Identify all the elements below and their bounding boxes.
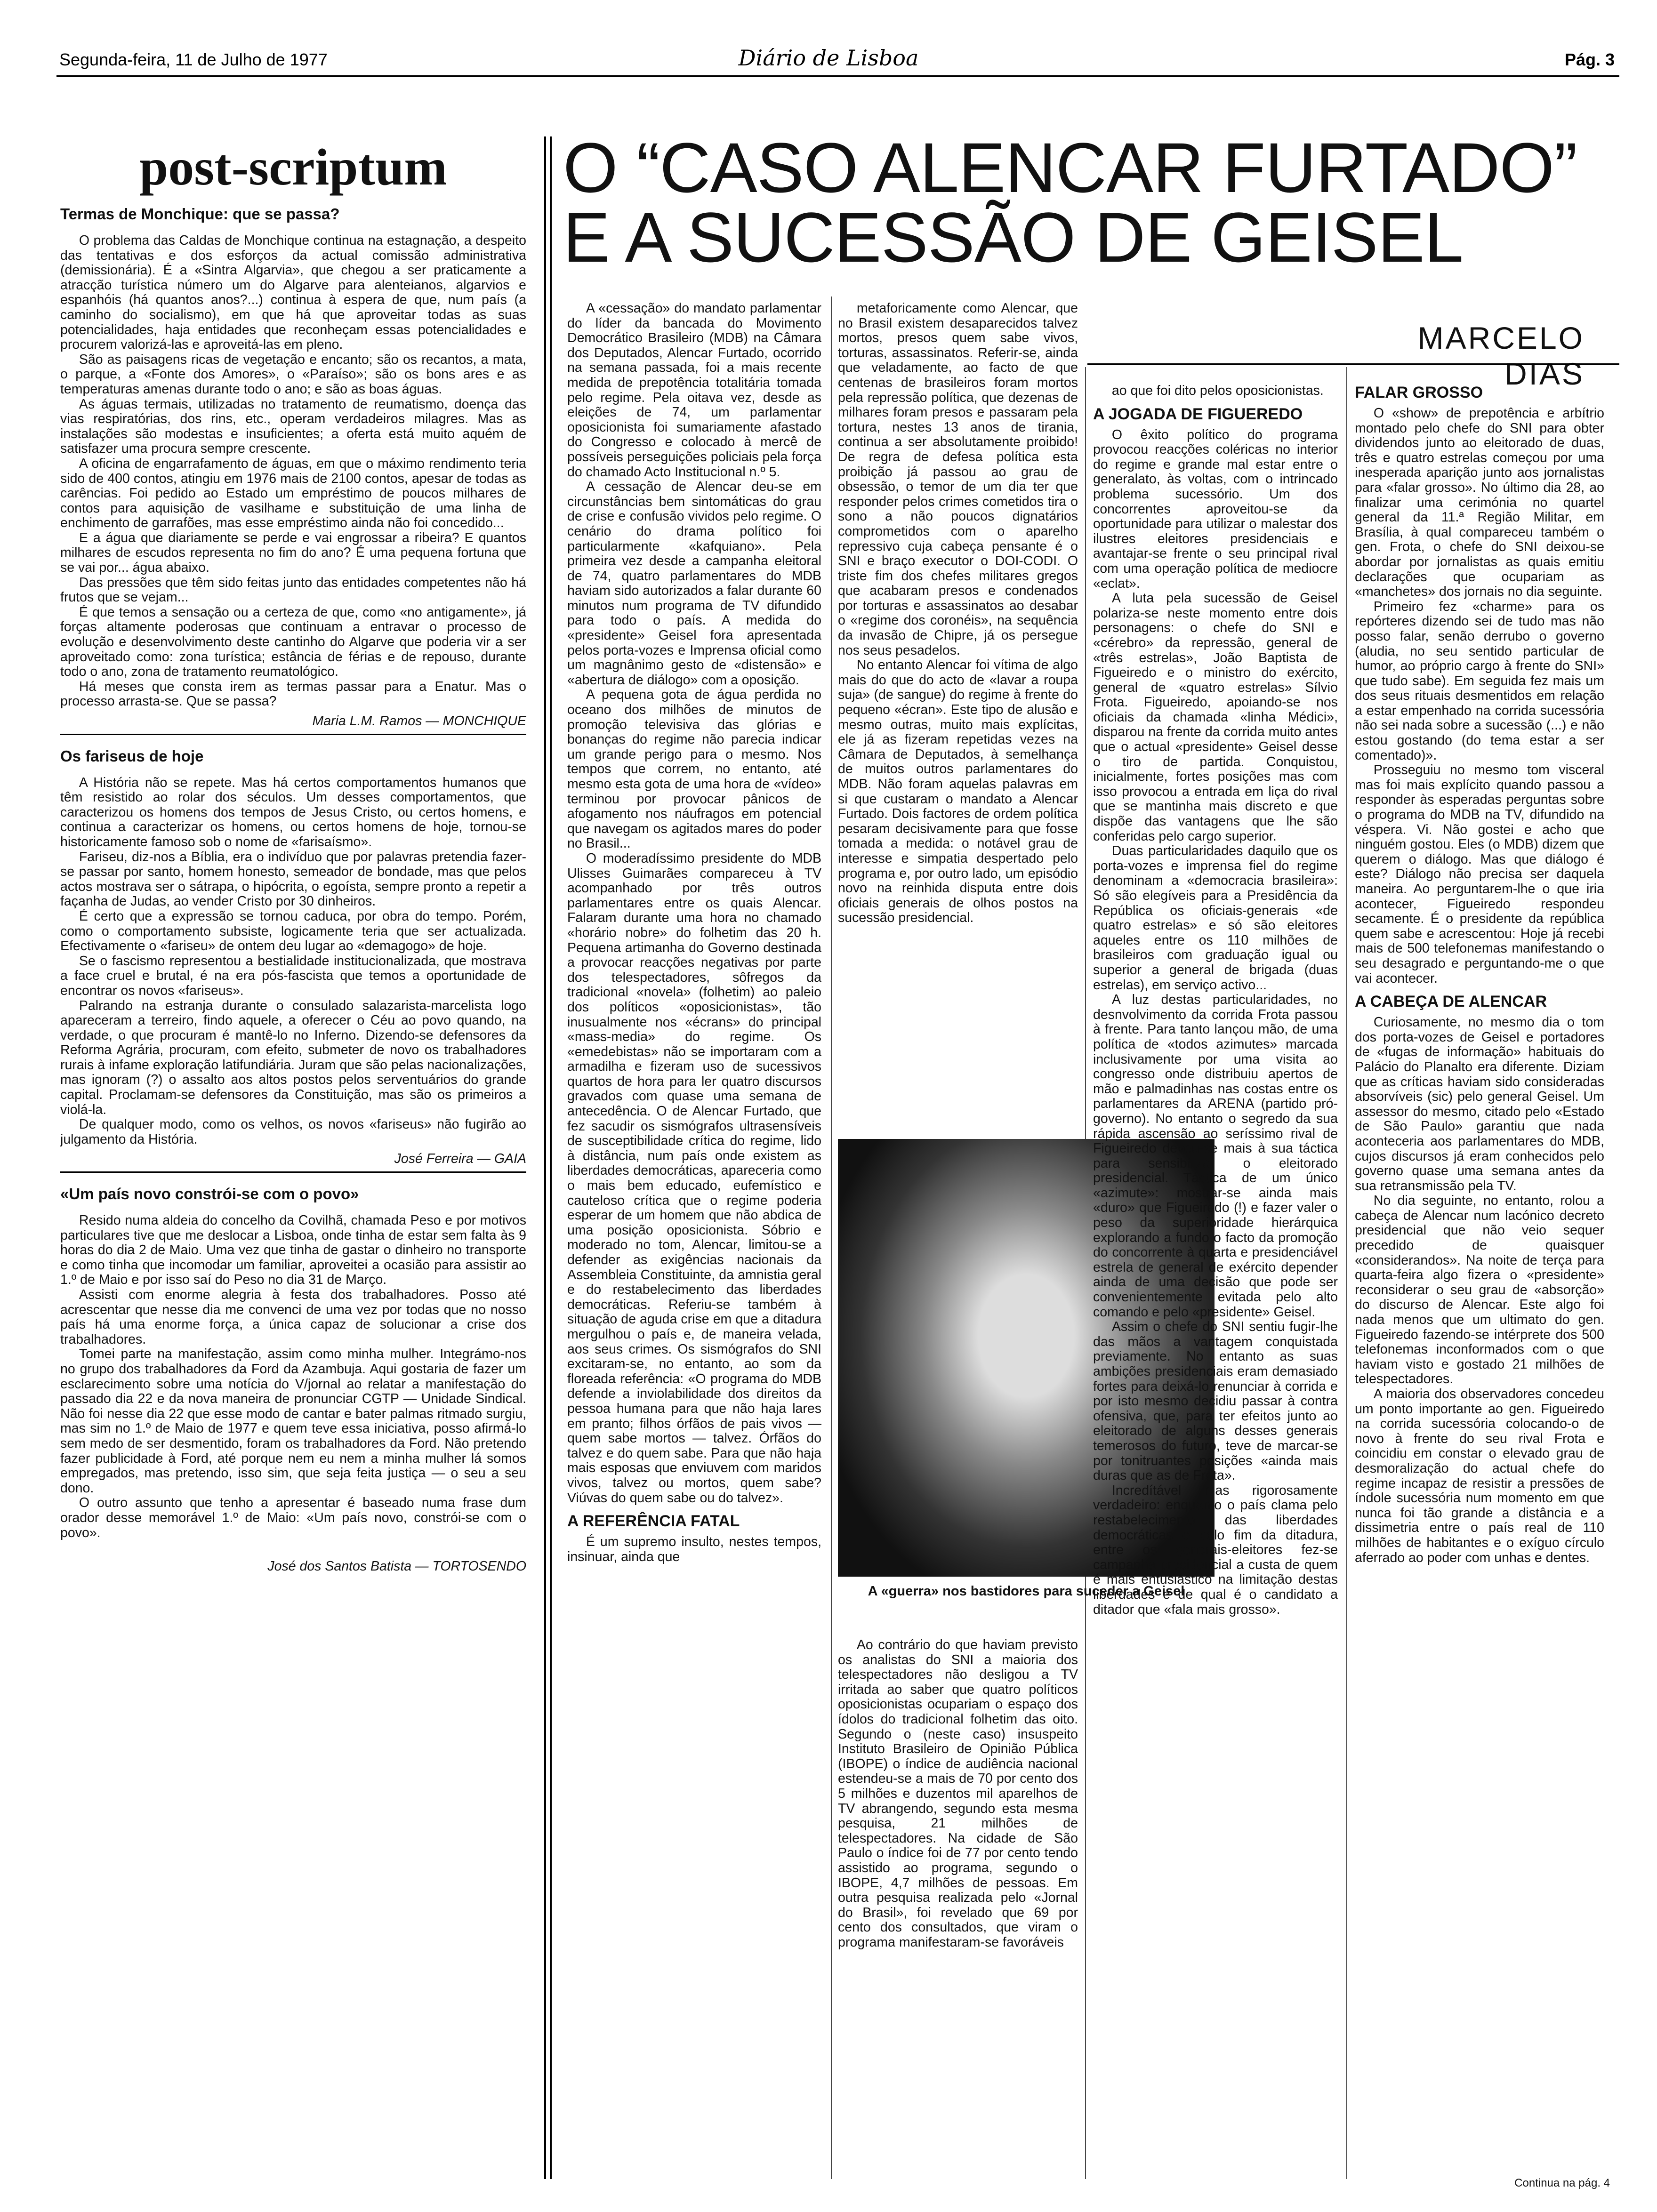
column-divider bbox=[544, 136, 546, 2179]
paragraph: A pequena gota de água perdida no oceano dos milhões de minutos de promoção televisiva das glórias e bonanças do regime não parecia indicar um grande perigo para o mesmo. Nos tempos que correm, no entanto, até mesmo esta gota de uma hora de «vídeo» terminou por provocar pânicos de afogamento nos náufragos em potencial que navegam os agitados mares do poder no Brasil... bbox=[567, 687, 821, 851]
paragraph: Curiosamente, no mesmo dia o tom dos porta-vozes de Geisel e portadores de «fugas de informação» habituais do Palácio do Planalto era diferente. Diziam que as críticas haviam sido consideradas absorvíveis (sic) pelo general Geisel. Um assessor do mesmo, citado pelo «Estado de São Paulo» garantiu que nada aconteceria aos parlamentares do MDB, cujos discursos já eram conhecidos pelo governo quase uma semana antes da sua retransmissão pela TV. bbox=[1355, 1015, 1604, 1194]
letter-signature: José dos Santos Batista — TORTOSENDO bbox=[267, 1559, 526, 1574]
headline-line: E A SUCESSÃO DE GEISEL bbox=[563, 198, 1464, 277]
paragraph: A História não se repete. Mas há certos comportamentos humanos que têm resistido ao rolar dos séculos. Um desses comportamentos, que caracterizou os homens dos tempos de Jesus Cristo, ou certos homens, e continua a caracterizar os homens, ou certos homens de hoje, tornou-se historicamente famoso sob o nome de «farisaísmo». bbox=[60, 775, 526, 850]
article-subhead: A REFERÊNCIA FATAL bbox=[567, 1512, 740, 1531]
article-headline bbox=[563, 128, 1617, 277]
column-divider bbox=[1346, 367, 1347, 2179]
continued-note: Continua na pág. 4 bbox=[1514, 2177, 1610, 2189]
paragraph: Fariseu, diz-nos a Bíblia, era o indivíduo que por palavras pretendia fazer-se passar por santo, homem honesto, semeador de bondade, mas que pelos actos mostrava ser o sátrapa, o hipócrita, o egoísta, sempre pronto a repetir a façanha de Judas, ao vender Cristo por 30 dinheiros. bbox=[60, 849, 526, 909]
paragraph: No dia seguinte, no entanto, rolou a cabeça de Alencar num lacónico decreto presidencial que não veio sequer precedido de quaisquer «considerandos». Na noite de terça para quarta-feira algo fizera o «presidente» reconsiderar o seu grau de «absorção» do discurso de Alencar. Este algo foi nada menos que um ultimato do gen. Figueiredo fazendo-se intérprete dos 500 telefonemas inconformados com o que haviam visto e gostado 21 milhões de telespectadores. bbox=[1355, 1193, 1604, 1387]
paragraph: Incredítável mas rigorosamente verdadeiro: enquanto o país clama pelo restabelecimento das liberdades democráticas e pelo fim da ditadura, entre os generais-eleitores fez-se campanha presidencial a custa de quem é mais entusiástico na limitação destas liberdades e de qual é o candidato a ditador que «fala mais grosso». bbox=[1093, 1483, 1338, 1617]
byline-rule bbox=[1087, 363, 1619, 365]
paragraph: É certo que a expressão se tornou caduca, por obra do tempo. Porém, como o comportamento subsiste, logicamente teria que ser actualizada. Efectivamente o «fariseu» de ontem deu lugar ao «demagogo» de hoje. bbox=[60, 908, 526, 954]
paragraph: O outro assunto que tenho a apresentar é baseado numa frase dum orador desse memorável 1.º de Maio: «Um país novo, constrói-se com o povo». bbox=[60, 1495, 526, 1540]
photo-caption: A «guerra» nos bastidores para suceder a Geisel bbox=[868, 1584, 1185, 1599]
article-subhead: A CABEÇA DE ALENCAR bbox=[1355, 993, 1547, 1011]
paragraph: A oficina de engarrafamento de águas, em que o máximo rendimento teria sido de 400 contos, atingiu em 1976 mais de 2100 contos, apesar de todas as carências. Foi pedido ao Estado um empréstimo de poucos milhares de contos para aquisição de vasilhame e substituição de uma linha de enchimento de garrafões, mas esse empréstimo ainda não foi concedido... bbox=[60, 456, 526, 531]
article-column bbox=[567, 301, 821, 2174]
paragraph: Há meses que consta irem as termas passar para a Enatur. Mas o processo arrasta-se. Que se passa? bbox=[60, 679, 526, 709]
paragraph: Das pressões que têm sido feitas junto das entidades competentes não há frutos que se vejam... bbox=[60, 575, 526, 605]
paragraph: ao que foi dito pelos oposicionistas. bbox=[1111, 384, 1324, 398]
newspaper-masthead: Diário de Lisboa bbox=[738, 45, 919, 71]
article-column bbox=[1093, 384, 1338, 2179]
article-column bbox=[838, 301, 1078, 1108]
paragraph: A luz destas particularidades, no desnvolvimento da corrida Frota passou à frente. Para tanto lançou mão, de uma política de «todos azimutes» marcada inclusivamente por uma visita ao congresso onde distribuiu apertos de mão e palmadinhas nas costas entre os parlamentares da ARENA (partido pró-governo). No entanto o segredo da sua rápida ascensão ao seríssimo rival de Figueiredo deveu-se mais à sua táctica para sensibilizar o eleitorado presidencial. Táctica de um único «azimute»: mostrar-se ainda mais «duro» que Figueiredo (!) e fazer valer o peso da superioridade hierárquica explorando a fundo o facto da promoção do concorrente à quarta e presidenciável estrela de general de exército depender ainda de uma decisão que pode ser convenientemente evitada pelo alto comando e pelo «presidente» Geisel. bbox=[1093, 992, 1338, 1320]
paragraph: O êxito político do programa provocou reacções coléricas no interior do regime e grande mal estar entre o generalato, às voltas, com o intrincado problema sucessório. Um dos concorrentes aproveitou-se da oportunidade para utilizar o malestar dos ilustres eleitores presidenciais e avantajar-se frente o seu principal rival com uma operação política de mediocre «eclat». bbox=[1093, 427, 1338, 591]
page-number: Pág. 3 bbox=[1564, 50, 1615, 69]
paragraph: A luta pela sucessão de Geisel polariza-se neste momento entre dois personagens: o chefe do SNI e «cérebro» da repressão, general de «três estrelas», João Baptista de Figueiredo e o ministro do exército, general de «quatro estrelas» Sílvio Frota. Figueiredo, apoiando-se nos oficiais da chamada «linha Médici», disparou na frente da corrida muito antes que o actual «presidente» Geisel desse o tiro de partida. Conquistou, inicialmente, fortes posições mas com isso provocou a entrada em liça do rival que se mantinha mais discreto e que dispõe das vantagens que lhe são conferidas pelo cargo superior. bbox=[1093, 591, 1338, 844]
paragraph: São as paisagens ricas de vegetação e encanto; são os recantos, a mata, o parque, a «Fonte dos Amores», o «Paraíso»; são os bons ares e as temperaturas amenas durante todo o ano; e são as boas águas. bbox=[60, 352, 526, 397]
header-rule bbox=[56, 75, 1619, 77]
paragraph: A «cessação» do mandato parlamentar do líder da bancada do Movimento Democrático Brasileiro (MDB) na Câmara dos Deputados, Alencar Furtado, ocorrido na semana passada, foi a mais recente medida de prepotência totalitária tomada pelo regime. Pela oitava vez, desde as eleições de 74, um parlamentar oposicionista foi sumariamente afastado do Congresso e colocado à mercê de possíveis perseguições policiais pela força do chamado Acto Institucional n.º 5. bbox=[567, 301, 821, 480]
letter-signature: Maria L.M. Ramos — MONCHIQUE bbox=[312, 713, 526, 729]
paragraph: O problema das Caldas de Monchique continua na estagnação, a despeito das tentativas e dos esforços da actual comissão administrativa (demissionária). É a «Sintra Algarvia», que chegou a ser praticamente a atracção turística número um do Algarve para alenteianos, algarvios e espanhóis (há quantos anos?...) continua à espera de que, num país (a caminho do socialismo), em que há que aproveitar todas as suas potencialidades, haja entidades que reconheçam essas potencialidades e procurem valorizá-las e aproveitá-las em pleno. bbox=[60, 233, 526, 353]
paragraph: É que temos a sensação ou a certeza de que, como «no antigamente», já forças altamente poderosas que continuam a entravar o processo de evolução e desenvolvimento deste cantinho do Algarve que poderia vir a ser aproveitado como: zona turística; estância de férias e de repouso, durante todo o ano, zona de tratamento reumatológico. bbox=[60, 604, 526, 680]
paragraph: A maioria dos observadores concedeu um ponto importante ao gen. Figueiredo na corrida sucessória colocando-o de novo à frente do seu rival Frota e coincidiu em constar o elevado grau de desmoralização do actual chefe do regime incapaz de resistir a pressões de índole sucessória num momento em que nunca foi tão grande a distância e a dissimetria entre o país real de 110 milhões de habitantes e o exíguo círculo aferrado ao poder com unhas e dentes. bbox=[1355, 1387, 1604, 1565]
section-heading: «Um país novo constrói-se com o povo» bbox=[60, 1185, 359, 1203]
paragraph: Assim o chefe do SNI sentiu fugir-lhe das mãos a vantagem conquistada previamente. No entanto as suas ambições presidenciais eram demasiado fortes para deixá-lo renunciar à corrida e por isto mesmo decidiu passar à contra ofensiva, que, para ter efeitos junto ao eleitorado de alguns desses generais temerosos do futuro, teve de marcar-se por tonitruantes posições «ainda mais duras que as de Frota». bbox=[1093, 1319, 1338, 1483]
section-rule bbox=[60, 734, 526, 735]
postscriptum-title: post-scriptum bbox=[139, 141, 447, 196]
paragraph: Tomei parte na manifestação, assim como minha mulher. Integrámo-nos no grupo dos trabalhadores da Ford da Azambuja. Aqui gostaria de fazer um esclarecimento sobre uma notícia do V/jornal ao relatar a manifestação do passado dia 22 e da nova maneira de pronunciar CGTP — Unidade Sindical. Não foi nesse dia 22 que esse modo de cantar e bater palmas ritmado surgiu, mas sim no 1.º de Maio de 1977 e quem teve essa iniciativa, posso afirmá-lo sem medo de ser desmentido, foram os trabalhadores da Ford. Não pretendo fazer publicidade à Ford, até porque nem eu nem a minha mulher lá somos empregados, mas pretendo, isso sim, que seja feita justiça — o seu a seu dono. bbox=[60, 1346, 526, 1496]
article-byline: MARCELO DIAS bbox=[1417, 321, 1585, 391]
paragraph: E a água que diariamente se perde e vai engrossar a ribeira? E quantos milhares de escudos representa no fim do ano? É uma pequena fortuna que se vai por... água abaixo. bbox=[60, 530, 526, 576]
paragraph: As águas termais, utilizadas no tratamento de reumatismo, doença das vias respiratórias, dos rins, etc., operam verdadeiros milagres. Mas as instalações são modestas e insuficientes; a oferta está muito aquém de satisfazer uma procura sempre crescente. bbox=[60, 396, 526, 457]
paragraph: Assisti com enorme alegria à festa dos trabalhadores. Posso até acrescentar que nesse dia me convenci de uma vez por todas que no nosso país há uma enorme força, a única capaz de solucionar a crise dos trabalhadores. bbox=[60, 1287, 526, 1347]
section-heading: Os fariseus de hoje bbox=[60, 747, 204, 765]
issue-date: Segunda-feira, 11 de Julho de 1977 bbox=[59, 50, 328, 69]
column-divider bbox=[550, 136, 552, 2179]
paragraph: metaforicamente como Alencar, que no Brasil existem desaparecidos talvez mortos, presos quem sabe vivos, torturas, assassinatos. Referir-se, ainda que veladamente, ao facto de que centenas de brasileiros foram mortos pela repressão política, que dezenas de milhares foram presos e passaram pela tortura, nestes 13 anos de tirania, continua a ser absolutamente proibido! De regra de defesa política esta proibição já passou ao grau de obsessão, o temor de um dia ter que responder pelos crimes cometidos tira o sono a não poucos dignatários comprometidos com o aparelho repressivo cuja cabeça pensante é o SNI e braço executor o DOI-CODI. O triste fim dos chefes militares gregos que acabaram presos e condenados por torturas e assassinatos ao desabar o «regime dos coronéis», na sequência da invasão de Chipre, já os persegue nos seus pesadelos. bbox=[838, 301, 1078, 658]
paragraph: O «show» de prepotência e arbítrio montado pelo chefe do SNI para obter dividendos junto ao eleitorado de duas, três e quatro estrelas começou por uma inesperada aparição junto aos jornalistas para «falar grosso». No último dia 28, ao finalizar uma cerimónia no quartel general da 11.ª Região Militar, em Brasília, à qual compareceu também o gen. Frota, o chefe do SNI deixou-se abordar por jornalistas as quais emitiu declarações que ocupariam as «manchetes» dos jornais no dia seguinte. bbox=[1355, 406, 1604, 600]
paragraph: No entanto Alencar foi vítima de algo mais do que do acto de «lavar a roupa suja» (de sangue) do regime à frente do pequeno «écran». Este tipo de alusão e mesmo outras, muito mais explícitas, ele já as fizeram repetidas vezes na Câmara de Deputados, à semelhança de muitos outros parlamentares do MDB. Não foram aquelas palavras em si que custaram o mandato a Alencar Furtado. Dois factores de ordem política pesaram decisivamente para que fosse tomada a medida: o notável grau de interesse e simpatia despertado pelo programa e, por outro lado, um episódio novo na reinhida disputa entre dois oficiais generais de olhos postos na sucessão presidencial. bbox=[838, 657, 1078, 926]
paragraph: Resido numa aldeia do concelho da Covilhã, chamada Peso e por motivos particulares tive que me deslocar a Lisboa, onde tinha de estar sem falta às 9 horas do dia 2 de Maio. Uma vez que tinha de gastar o dinheiro no transporte e como tinha que incomodar um familiar, aproveitei a ocasião para assistir ao 1.º de Maio e por isso saí do Peso no dia 31 de Março. bbox=[60, 1213, 526, 1288]
column-divider bbox=[831, 297, 832, 2179]
paragraph: Duas particularidades daquilo que os porta-vozes e imprensa fiel do regime denominam a «democracia brasileira»: Só são elegíveis para a Presidência da República os oficiais-generais «de quatro estrelas» e só são eleitores aqueles entre os 110 milhões de brasileiros com graduação igual ou superior a general de brigada (duas estrelas), em serviço activo... bbox=[1093, 843, 1338, 993]
paragraph: Ao contrário do que haviam previsto os analistas do SNI a maioria dos telespectadores não desligou a TV irritada ao saber que quatro políticos oposicionistas ocupariam o espaço dos ídolos do tradicional folhetim das oito. Segundo o (neste caso) insuspeito Instituto Brasileiro de Opinião Pública (IBOPE) o índice de audiência nacional estendeu-se a mais de 70 por cento dos 5 milhões e duzentos mil aparelhos de TV abrangendo, segundo esta mesma pesquisa, 21 milhões de telespectadores. Na cidade de São Paulo o índice foi de 77 por cento tendo assistido ao programa, segundo o IBOPE, 4,7 milhões de pessoas. Em outra pesquisa realizada pelo «Jornal do Brasil», foi revelado que 69 por cento dos consultados, que viram o programa manifestaram-se favoráveis bbox=[838, 1638, 1078, 1950]
article-column bbox=[1355, 384, 1604, 2167]
letter-signature: José Ferreira — GAIA bbox=[394, 1151, 526, 1167]
paragraph: O moderadíssimo presidente do MDB Ulisses Guimarães compareceu à TV acompanhado por três outros parlamentares entre os quais Alencar. Falaram durante uma hora no chamado «horário nobre» do folhetim das 20 h. Pequena artimanha do Governo destinada a provocar reacções negativas por parte dos telespectadores, sôfregos da tradicional «novela» (folhetim) ao paleio dos políticos «oposicionistas», tão inusualmente nos «écrans» do principal «mass-media» do regime. Os «emedebistas» não se importaram com a armadilha e fizeram uso de sucessivos quartos de hora para ler quatro discursos gravados com quase uma semana de antecedência. O de Alencar Furtado, que fez sacudir os sismógrafos ultrasensíveis de susceptibilidade crítica do regime, lido à distância, num país onde existem as liberdades democráticas, apareceria como o mais bem educado, eufemístico e cauteloso crítica que o regime poderia esperar de um homem que não abdica de uma posição oposicionista. Sóbrio e moderado no tom, Alencar, limitou-se a defender as exigências nacionais da Assembleia Constituinte, da amnistia geral e do restabelecimento das liberdades democráticas. Referiu-se também à situação de aguda crise em que a ditadura mergulhou o país e, de maneira velada, aos seus crimes. Os sismógrafos do SNI excitaram-se, no entanto, ao som da floreada referência: «O programa do MDB defende a inviolabilidade dos direitos da pessoa humana para que não haja lares em pranto; filhos órfãos de pais vivos — quem sabe mortos — talvez. Órfãos do talvez e do quem sabe. Para que não haja mais esposas que enviuvem com maridos vivos, talvez ou mortos, quem sabe? Viúvas do quem sabe ou do talvez». bbox=[567, 850, 821, 1506]
paragraph: A cessação de Alencar deu-se em circunstâncias bem sintomáticas do grau de crise e confusão vividos pelo regime. O cenário do drama político foi particularmente «kafquiano». Pela primeira vez desde a campanha eleitoral de 74, quatro parlamentares do MDB haviam sido autorizados a falar durante 60 minutos num programa de TV difundido para todo o país. A medida do «presidente» Geisel fora apresentada pelos porta-vozes e Imprensa oficial como um magnânimo gesto de «distensão» e «abertura de diálogo» com a oposição. bbox=[567, 479, 821, 688]
paragraph: Palrando na estranja durante o consulado salazarista-marcelista logo apareceram a terreiro, findo aquele, a oferecer o Céu ao povo quando, na verdade, o que procuram é mantê-lo no Inferno. Dizendo-se defensores da Reforma Agrária, procuram, com efeito, submeter de novo os trabalhadores rurais à infame exploração latifundiária. Juram que são pelas nacionalizações, mas ignoram (?) o assalto aos altos postos pelos serventuários do grande capital. Proclamam-se defensores da Constituição, mas são os primeiros a violá-la. bbox=[60, 998, 526, 1117]
paragraph: Prosseguiu no mesmo tom visceral mas foi mais explícito quando passou a responder às esperadas perguntas sobre o programa do MDB na TV, difundido na véspera. Vi. Não gostei e acho que ninguém gostou. Eles (o MDB) dizem que querem o diálogo. Mas que diálogo é este? Diálogo não precisa ser daquela maneira. Ao perguntarem-lhe o que iria acontecer, Figueiredo respondeu secamente. É o presidente da república quem sabe e acrescentou: Hoje já recebi mais de 500 telefonemas manifestando o seu desagrado e perguntando-me o que vai acontecer. bbox=[1355, 762, 1604, 986]
section-rule bbox=[60, 1171, 526, 1173]
section-heading: Termas de Monchique: que se passa? bbox=[60, 205, 340, 223]
paragraph: Se o fascismo representou a bestialidade institucionalizada, que mostrava a face cruel e brutal, é na era pós-fascista que temos a oportunidade de encontrar os novos «fariseus». bbox=[60, 953, 526, 998]
headline-line: O “CASO ALENCAR FURTADO” bbox=[563, 128, 1577, 207]
paragraph: Primeiro fez «charme» para os repórteres dizendo sei de tudo mas não posso falar, senão derrubo o governo (aludia, no seu sentido particular de humor, ao próprio cargo à frente do SNI» que tudo sabe). Em seguida fez mais um dos seus rituais desmentidos em relação a estar empenhado na corrida sucessória não sei nada sobre a sucessão (...) e não estou gostando (do tema estar a ser comentado)». bbox=[1355, 599, 1604, 763]
article-column bbox=[838, 1638, 1078, 2179]
paragraph: É um supremo insulto, nestes tempos, insinuar, ainda que bbox=[567, 1534, 821, 1564]
postscriptum-column bbox=[60, 141, 526, 2179]
article-subhead: A JOGADA DE FIGUEREDO bbox=[1093, 405, 1303, 423]
article-subhead: FALAR GROSSO bbox=[1355, 384, 1483, 401]
paragraph: De qualquer modo, como os velhos, os novos «fariseus» não fugirão ao julgamento da História. bbox=[60, 1117, 526, 1147]
